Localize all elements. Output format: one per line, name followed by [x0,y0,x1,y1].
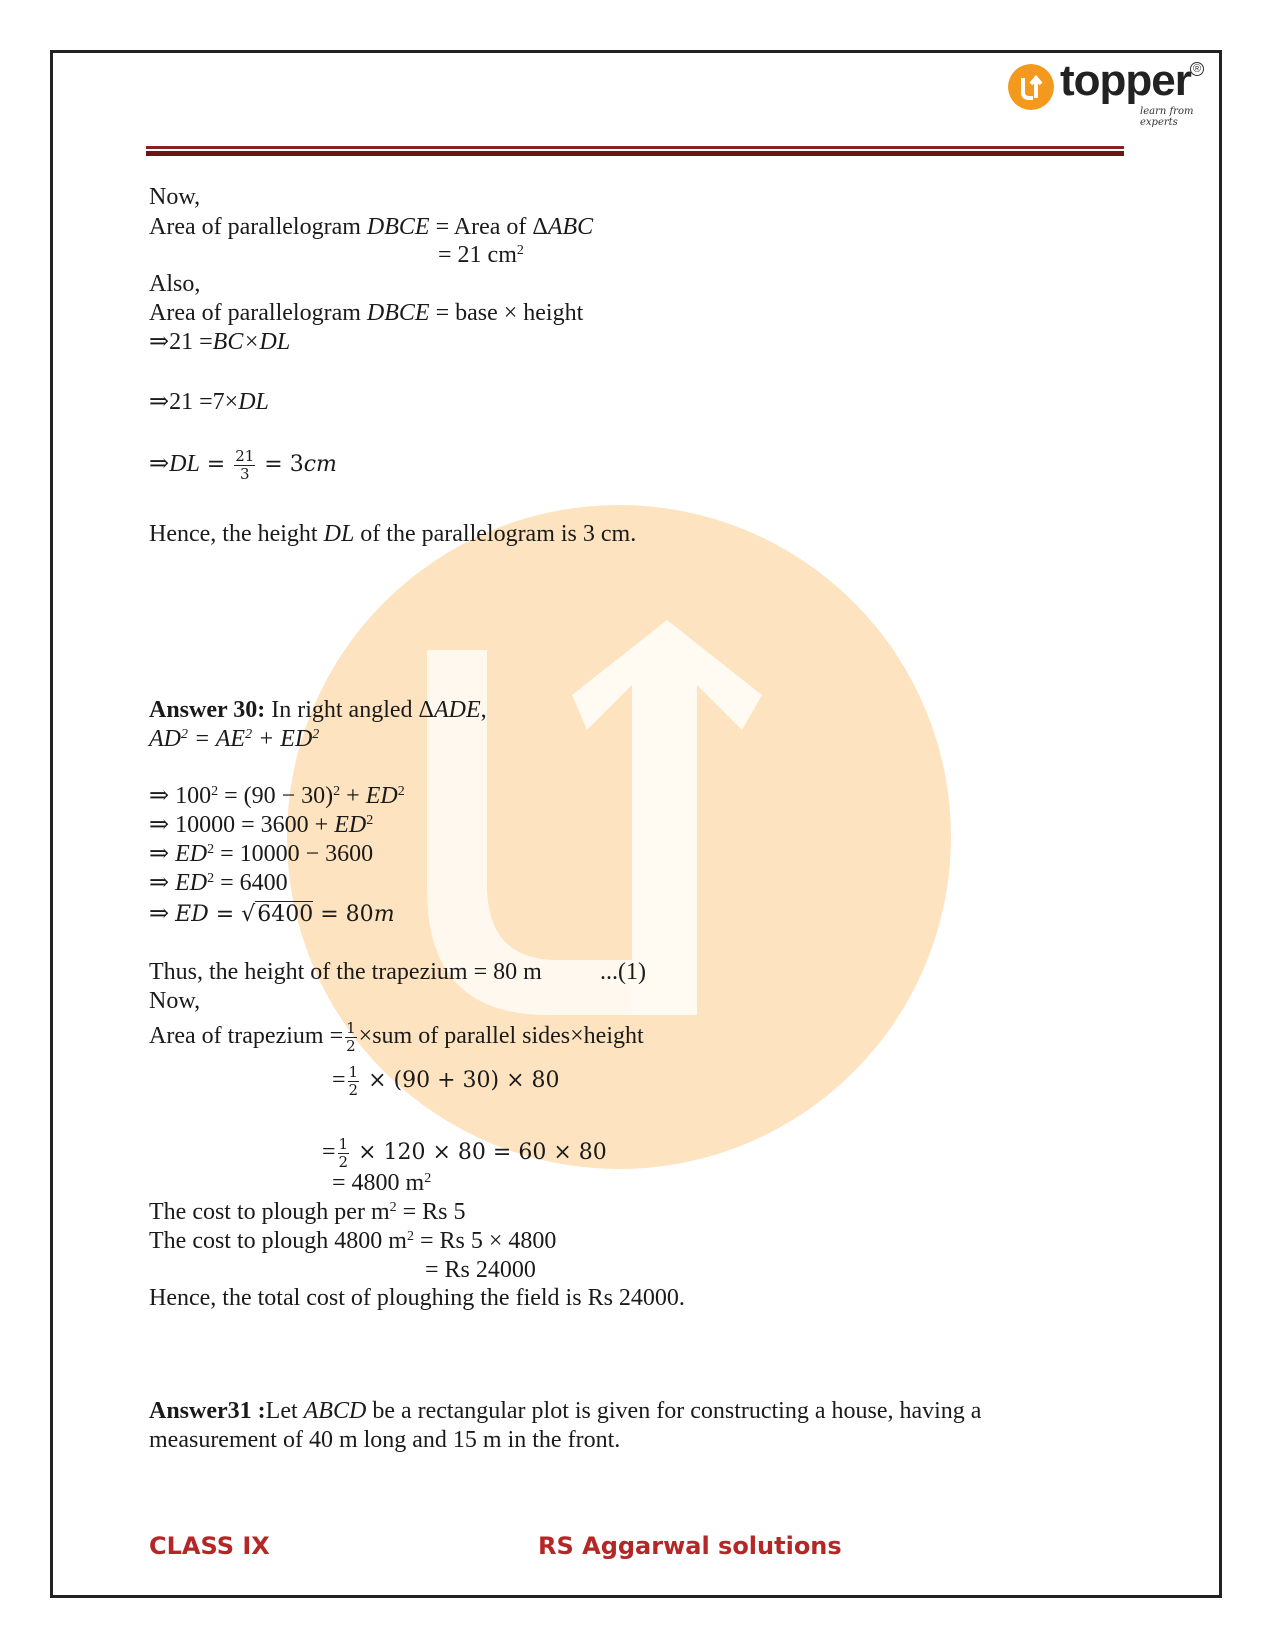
equation-line: = $\frac{1}{2}$ × 120 × 80 = 60 × 80 [322,1135,607,1171]
text-line: Now, [149,184,201,210]
text-line: Hence, the height DL of the parallelogram is 3 cm. [149,521,637,547]
registered-mark: ® [1190,62,1204,76]
equation-line: = $\frac{1}{2}$ × (90 + 30) × 80 [332,1063,560,1099]
text-line: = 4800 $m^2$ [332,1170,432,1196]
footer-title: RS Aggarwal solutions [538,1532,842,1560]
text-line: Hence, the total cost of ploughing the field is Rs 24000. [149,1285,685,1311]
text-line: ⇒21 =7×DL [149,389,269,415]
text-line: Now, [149,988,201,1014]
equation-line: ⇒ ED = √6400 = 80m [149,901,395,927]
equation-reference: ...(1) [600,959,646,985]
equation-line: ⇒ $ED^2 = 6400$ [149,870,288,896]
text-line: Thus, the height of the trapezium = 80 m [149,959,542,985]
answer-31-heading: Answer31 :Let ABCD be a rectangular plot is given for constructing a house, having a [149,1398,982,1424]
header-rule-top [146,146,1124,149]
brand-logo [1008,56,1208,128]
equation-line: ⇒ $100^2 = (90 - 30)^2 + ED^2$ [149,783,405,809]
text-line: = 21 $cm^2$ [438,242,524,268]
text-line: ⇒21 =BC×DL [149,329,291,355]
text-line: = Rs 24000 [425,1257,536,1283]
brand-tagline: learn from experts [1140,106,1194,128]
fraction: $\frac{1}{2}$ [338,1135,349,1171]
text-line: Area of parallelogram DBCE = Area of ΔABC [149,214,594,240]
brand-name: topper [1060,56,1191,105]
equation-line: ⇒ $10000 = 3600 + ED^2$ [149,812,374,838]
text-line: Also, [149,271,201,297]
text-line: The cost to plough 4800 $m^2 = Rs$ 5 × 4800 [149,1228,557,1254]
fraction: $\frac{1}{2}$ [346,1019,356,1055]
brand-logo-icon [1008,64,1054,110]
equation-line: ⇒ $ED^2 = 10000 - 3600$ [149,841,374,867]
text-line: Area of parallelogram DBCE = base × height [149,300,584,326]
answer-30-heading: Answer 30: In right angled ΔADE, [149,697,487,723]
equation-line: Area of trapezium = $\frac{1}{2}$ ×sum of parallel sides×height [149,1019,644,1055]
fraction: $\frac{21}{3}$ [235,447,255,483]
footer-class: CLASS IX [149,1532,270,1560]
text-line: measurement of 40 m long and 15 m in the front. [149,1427,621,1453]
fraction: $\frac{1}{2}$ [348,1063,359,1099]
equation-line: $AD^2 = AE^2 + ED^2$ [149,726,320,752]
equation-line: ⇒DL = $\frac{21}{3}$ = 3cm [149,447,337,483]
text-line: The cost to plough per $m^2 = Rs$ 5 [149,1199,466,1225]
header-rule-bottom [146,151,1124,156]
